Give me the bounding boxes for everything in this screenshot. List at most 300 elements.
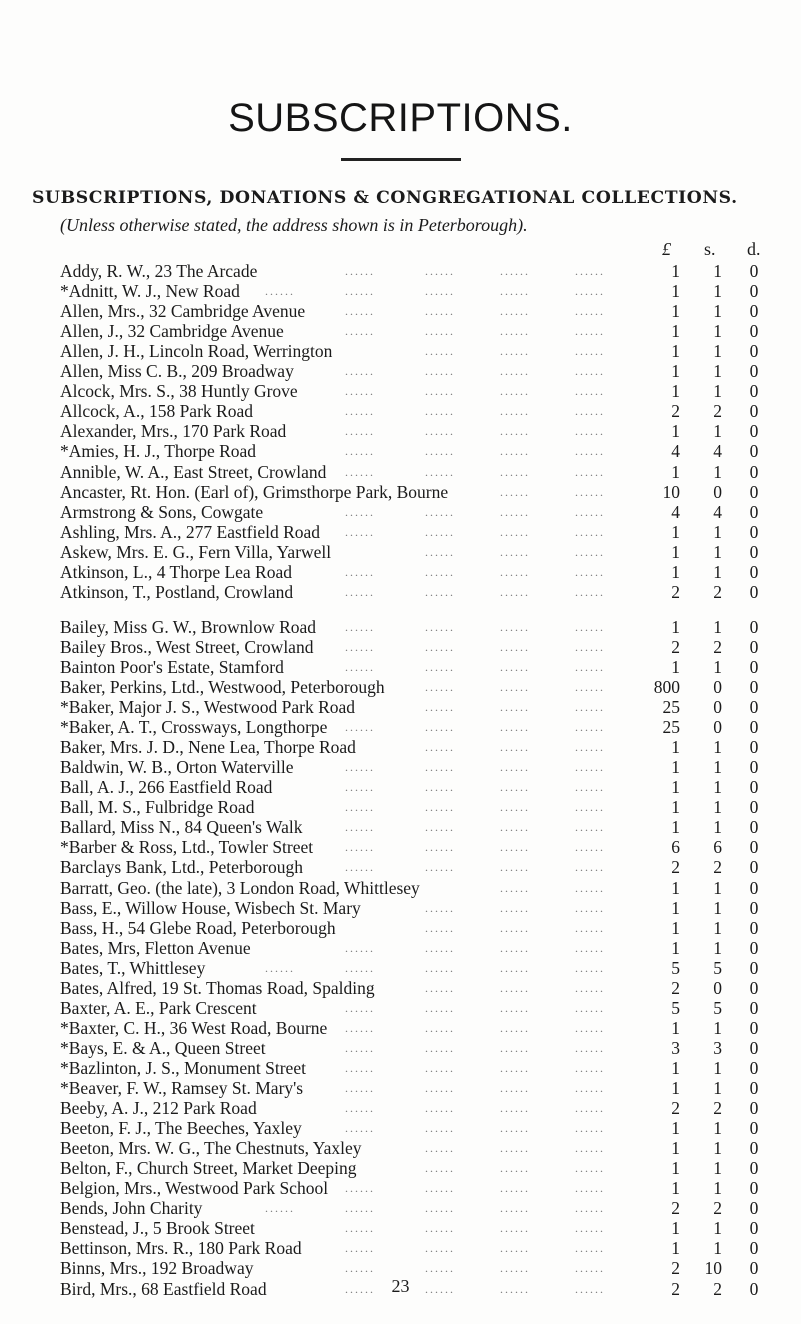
leader-dots: ...... [500, 304, 530, 318]
leader-dots: ...... [345, 465, 375, 479]
amount-shillings: 1 [713, 797, 722, 817]
subscription-row [0, 1139, 801, 1158]
amount-pounds: 1 [671, 341, 680, 361]
subscription-row [0, 999, 801, 1018]
subscription-row [0, 583, 801, 602]
amount-pence: 0 [749, 617, 759, 637]
amount-pounds: 4 [671, 441, 680, 461]
leader-dots: ...... [575, 384, 605, 398]
leader-dots: ...... [575, 901, 605, 915]
amount-pence: 0 [749, 321, 759, 341]
leader-dots: ...... [500, 1081, 530, 1095]
leader-dots: ...... [345, 640, 375, 654]
column-header-shillings: s. [704, 239, 716, 259]
leader-dots: ...... [425, 1282, 455, 1296]
leader-dots: ...... [500, 1282, 530, 1296]
leader-dots: ...... [500, 585, 530, 599]
leader-dots: ...... [575, 1261, 605, 1275]
amount-pounds: 1 [671, 261, 680, 281]
amount-pounds: 1 [671, 1218, 680, 1238]
leader-dots: ...... [425, 640, 455, 654]
subscription-row [0, 1019, 801, 1038]
subscription-row [0, 1059, 801, 1078]
amount-pounds: 10 [662, 482, 680, 502]
amount-pence: 0 [749, 878, 759, 898]
subscriber-name: Atkinson, L., 4 Thorpe Lea Road [60, 562, 292, 582]
leader-dots: ...... [345, 264, 375, 278]
leader-dots: ...... [345, 941, 375, 955]
subscription-row [0, 463, 801, 482]
leader-dots: ...... [575, 1161, 605, 1175]
leader-dots: ...... [500, 660, 530, 674]
leader-dots: ...... [425, 961, 455, 975]
leader-dots: ...... [425, 344, 455, 358]
amount-shillings: 0 [713, 978, 722, 998]
subscription-row [0, 1199, 801, 1218]
leader-dots: ...... [575, 921, 605, 935]
leader-dots: ...... [425, 424, 455, 438]
leader-dots: ...... [500, 284, 530, 298]
leader-dots: ...... [500, 840, 530, 854]
leader-dots: ...... [575, 485, 605, 499]
leader-dots: ...... [265, 1201, 295, 1215]
amount-pounds: 2 [671, 857, 680, 877]
amount-pounds: 1 [671, 1058, 680, 1078]
amount-pence: 0 [749, 1258, 759, 1278]
leader-dots: ...... [425, 1201, 455, 1215]
leader-dots: ...... [500, 1221, 530, 1235]
amount-shillings: 0 [713, 717, 722, 737]
leader-dots: ...... [500, 680, 530, 694]
leader-dots: ...... [575, 941, 605, 955]
amount-pounds: 2 [671, 978, 680, 998]
subscription-row [0, 798, 801, 817]
subscription-row [0, 778, 801, 797]
leader-dots: ...... [425, 1221, 455, 1235]
amount-shillings: 1 [713, 757, 722, 777]
amount-pounds: 1 [671, 562, 680, 582]
subscriber-name: Ball, A. J., 266 Eastfield Road [60, 777, 273, 797]
subscription-row [0, 738, 801, 757]
amount-pounds: 1 [671, 757, 680, 777]
column-header-pence: d. [747, 239, 761, 259]
leader-dots: ...... [345, 505, 375, 519]
leader-dots: ...... [345, 384, 375, 398]
amount-shillings: 1 [713, 1118, 722, 1138]
amount-shillings: 1 [713, 361, 722, 381]
leader-dots: ...... [500, 1161, 530, 1175]
subscription-row [0, 959, 801, 978]
leader-dots: ...... [500, 700, 530, 714]
amount-pounds: 6 [671, 837, 680, 857]
amount-pounds: 2 [671, 582, 680, 602]
amount-pounds: 25 [662, 697, 680, 717]
amount-pounds: 1 [671, 1018, 680, 1038]
leader-dots: ...... [575, 585, 605, 599]
amount-pounds: 800 [653, 677, 680, 697]
leader-dots: ...... [425, 284, 455, 298]
subscription-row [0, 939, 801, 958]
subscriber-name: Beeton, Mrs. W. G., The Chestnuts, Yaxley [60, 1138, 362, 1158]
leader-dots: ...... [575, 981, 605, 995]
leader-dots: ...... [500, 1021, 530, 1035]
leader-dots: ...... [425, 505, 455, 519]
leader-dots: ...... [345, 304, 375, 318]
leader-dots: ...... [425, 525, 455, 539]
amount-pounds: 2 [671, 401, 680, 421]
leader-dots: ...... [575, 1101, 605, 1115]
amount-pounds: 1 [671, 797, 680, 817]
subscriber-name: Annible, W. A., East Street, Crowland [60, 462, 327, 482]
subscription-row [0, 1239, 801, 1258]
leader-dots: ...... [345, 1101, 375, 1115]
leader-dots: ...... [425, 1181, 455, 1195]
leader-dots: ...... [425, 1081, 455, 1095]
amount-pence: 0 [749, 562, 759, 582]
leader-dots: ...... [425, 585, 455, 599]
subscriber-name: Allen, Mrs., 32 Cambridge Avenue [60, 301, 306, 321]
subscription-row [0, 718, 801, 737]
leader-dots: ...... [575, 840, 605, 854]
leader-dots: ...... [575, 264, 605, 278]
amount-shillings: 5 [713, 958, 722, 978]
amount-pounds: 1 [671, 918, 680, 938]
leader-dots: ...... [345, 860, 375, 874]
leader-dots: ...... [425, 1101, 455, 1115]
amount-shillings: 1 [713, 462, 722, 482]
leader-dots: ...... [500, 860, 530, 874]
subscription-row [0, 1159, 801, 1178]
leader-dots: ...... [500, 1181, 530, 1195]
leader-dots: ...... [575, 1081, 605, 1095]
amount-shillings: 1 [713, 562, 722, 582]
leader-dots: ...... [345, 284, 375, 298]
leader-dots: ...... [500, 620, 530, 634]
amount-shillings: 1 [713, 878, 722, 898]
leader-dots: ...... [425, 740, 455, 754]
amount-shillings: 2 [713, 582, 722, 602]
subscription-row [0, 838, 801, 857]
amount-pounds: 1 [671, 1078, 680, 1098]
leader-dots: ...... [575, 505, 605, 519]
amount-pence: 0 [749, 1218, 759, 1238]
subscriber-name: Benstead, J., 5 Brook Street [60, 1218, 255, 1238]
leader-dots: ...... [345, 1261, 375, 1275]
leader-dots: ...... [425, 660, 455, 674]
amount-pounds: 1 [671, 522, 680, 542]
leader-dots: ...... [575, 404, 605, 418]
amount-shillings: 1 [713, 617, 722, 637]
leader-dots: ...... [575, 760, 605, 774]
amount-shillings: 3 [713, 1038, 722, 1058]
amount-pence: 0 [749, 1078, 759, 1098]
subscriber-name: Addy, R. W., 23 The Arcade [60, 261, 258, 281]
amount-pounds: 1 [671, 1138, 680, 1158]
amount-pence: 0 [749, 261, 759, 281]
subscription-row [0, 618, 801, 637]
leader-dots: ...... [265, 284, 295, 298]
amount-pence: 0 [749, 1158, 759, 1178]
amount-pence: 0 [749, 857, 759, 877]
subscription-row [0, 658, 801, 677]
leader-dots: ...... [345, 720, 375, 734]
amount-shillings: 10 [704, 1258, 722, 1278]
leader-dots: ...... [500, 1061, 530, 1075]
leader-dots: ...... [500, 1121, 530, 1135]
amount-pounds: 1 [671, 421, 680, 441]
leader-dots: ...... [345, 1061, 375, 1075]
amount-pounds: 1 [671, 321, 680, 341]
amount-shillings: 1 [713, 1178, 722, 1198]
leader-dots: ...... [345, 1221, 375, 1235]
leader-dots: ...... [575, 525, 605, 539]
amount-pence: 0 [749, 998, 759, 1018]
amount-shillings: 1 [713, 657, 722, 677]
leader-dots: ...... [425, 620, 455, 634]
amount-shillings: 2 [713, 1279, 722, 1299]
leader-dots: ...... [425, 1021, 455, 1035]
amount-shillings: 2 [713, 857, 722, 877]
leader-dots: ...... [500, 1101, 530, 1115]
leader-dots: ...... [575, 304, 605, 318]
leader-dots: ...... [500, 404, 530, 418]
amount-shillings: 1 [713, 1058, 722, 1078]
amount-shillings: 1 [713, 321, 722, 341]
subscriber-name: Bates, Mrs, Fletton Avenue [60, 938, 251, 958]
amount-pounds: 1 [671, 817, 680, 837]
leader-dots: ...... [425, 760, 455, 774]
leader-dots: ...... [500, 961, 530, 975]
leader-dots: ...... [500, 384, 530, 398]
leader-dots: ...... [345, 424, 375, 438]
subscriber-name: Baker, Perkins, Ltd., Westwood, Peterborough [60, 677, 385, 697]
amount-pence: 0 [749, 777, 759, 797]
subscriber-name: *Barber & Ross, Ltd., Towler Street [60, 837, 314, 857]
leader-dots: ...... [575, 700, 605, 714]
subscription-row [0, 698, 801, 717]
leader-dots: ...... [425, 304, 455, 318]
amount-pence: 0 [749, 421, 759, 441]
leader-dots: ...... [500, 1041, 530, 1055]
amount-shillings: 0 [713, 697, 722, 717]
leader-dots: ...... [500, 760, 530, 774]
amount-shillings: 4 [713, 502, 722, 522]
leader-dots: ...... [500, 881, 530, 895]
amount-shillings: 1 [713, 1218, 722, 1238]
subscription-row [0, 1079, 801, 1098]
subscriber-name: Baldwin, W. B., Orton Waterville [60, 757, 294, 777]
amount-pounds: 1 [671, 361, 680, 381]
amount-pence: 0 [749, 757, 759, 777]
amount-shillings: 2 [713, 401, 722, 421]
amount-pence: 0 [749, 482, 759, 502]
amount-pence: 0 [749, 281, 759, 301]
leader-dots: ...... [575, 1221, 605, 1235]
subscription-row [0, 638, 801, 657]
subscriber-name: Allen, J., 32 Cambridge Avenue [60, 321, 284, 341]
amount-pence: 0 [749, 918, 759, 938]
amount-pence: 0 [749, 1018, 759, 1038]
subscription-row [0, 563, 801, 582]
title-divider [341, 158, 461, 161]
amount-pounds: 1 [671, 1118, 680, 1138]
subscriber-name: *Beaver, F. W., Ramsey St. Mary's [60, 1078, 304, 1098]
subscriber-name: Bettinson, Mrs. R., 180 Park Road [60, 1238, 302, 1258]
subscriber-name: Atkinson, T., Postland, Crowland [60, 582, 294, 602]
amount-pence: 0 [749, 1138, 759, 1158]
subscription-row [0, 402, 801, 421]
amount-pence: 0 [749, 582, 759, 602]
amount-pounds: 1 [671, 657, 680, 677]
amount-shillings: 5 [713, 998, 722, 1018]
amount-shillings: 1 [713, 918, 722, 938]
leader-dots: ...... [575, 1241, 605, 1255]
amount-shillings: 1 [713, 898, 722, 918]
leader-dots: ...... [500, 1001, 530, 1015]
amount-pounds: 5 [671, 998, 680, 1018]
subscription-row [0, 678, 801, 697]
amount-pence: 0 [749, 978, 759, 998]
subscription-row [0, 543, 801, 562]
subscriber-name: *Bays, E. & A., Queen Street [60, 1038, 266, 1058]
leader-dots: ...... [500, 941, 530, 955]
leader-dots: ...... [345, 585, 375, 599]
subscription-row [0, 282, 801, 301]
leader-dots: ...... [345, 1282, 375, 1296]
leader-dots: ...... [425, 404, 455, 418]
leader-dots: ...... [425, 680, 455, 694]
amount-shillings: 1 [713, 421, 722, 441]
subscriber-name: Belton, F., Church Street, Market Deeping [60, 1158, 357, 1178]
subscription-row [0, 1119, 801, 1138]
leader-dots: ...... [425, 901, 455, 915]
leader-dots: ...... [500, 901, 530, 915]
subscription-row [0, 818, 801, 837]
amount-pounds: 1 [671, 1238, 680, 1258]
amount-pence: 0 [749, 717, 759, 737]
subscriber-name: Alexander, Mrs., 170 Park Road [60, 421, 287, 441]
subscriber-name: Bass, E., Willow House, Wisbech St. Mary [60, 898, 361, 918]
amount-shillings: 1 [713, 542, 722, 562]
leader-dots: ...... [575, 1121, 605, 1135]
amount-shillings: 2 [713, 1098, 722, 1118]
subscription-row [0, 899, 801, 918]
subscriber-name: *Baker, A. T., Crossways, Longthorpe [60, 717, 328, 737]
amount-pence: 0 [749, 341, 759, 361]
subscription-row [0, 503, 801, 522]
subscriber-name: Allen, J. H., Lincoln Road, Werrington [60, 341, 333, 361]
amount-pence: 0 [749, 837, 759, 857]
subscription-row [0, 758, 801, 777]
leader-dots: ...... [575, 1201, 605, 1215]
amount-pence: 0 [749, 697, 759, 717]
leader-dots: ...... [575, 660, 605, 674]
amount-pounds: 1 [671, 777, 680, 797]
leader-dots: ...... [425, 384, 455, 398]
leader-dots: ...... [575, 1282, 605, 1296]
leader-dots: ...... [345, 565, 375, 579]
leader-dots: ...... [345, 961, 375, 975]
subscriber-name: Allcock, A., 158 Park Road [60, 401, 253, 421]
subscriber-name: *Adnitt, W. J., New Road [60, 281, 240, 301]
leader-dots: ...... [575, 364, 605, 378]
leader-dots: ...... [425, 1041, 455, 1055]
subscription-row [0, 362, 801, 381]
amount-pounds: 2 [671, 1198, 680, 1218]
subscription-row [0, 483, 801, 502]
amount-pence: 0 [749, 1098, 759, 1118]
leader-dots: ...... [575, 1041, 605, 1055]
leader-dots: ...... [575, 780, 605, 794]
leader-dots: ...... [345, 1041, 375, 1055]
amount-shillings: 6 [713, 837, 722, 857]
amount-pence: 0 [749, 1238, 759, 1258]
leader-dots: ...... [425, 941, 455, 955]
leader-dots: ...... [500, 264, 530, 278]
amount-shillings: 1 [713, 777, 722, 797]
subscription-row [0, 879, 801, 898]
amount-pence: 0 [749, 938, 759, 958]
leader-dots: ...... [425, 264, 455, 278]
amount-shillings: 1 [713, 737, 722, 757]
leader-dots: ...... [575, 1141, 605, 1155]
leader-dots: ...... [345, 820, 375, 834]
amount-pounds: 2 [671, 1098, 680, 1118]
leader-dots: ...... [425, 1161, 455, 1175]
leader-dots: ...... [425, 1061, 455, 1075]
subscriber-name: Beeby, A. J., 212 Park Road [60, 1098, 257, 1118]
amount-pence: 0 [749, 1178, 759, 1198]
leader-dots: ...... [500, 981, 530, 995]
subscriber-name: Bainton Poor's Estate, Stamford [60, 657, 284, 677]
leader-dots: ...... [345, 1001, 375, 1015]
leader-dots: ...... [345, 760, 375, 774]
leader-dots: ...... [575, 284, 605, 298]
amount-shillings: 1 [713, 381, 722, 401]
leader-dots: ...... [575, 820, 605, 834]
leader-dots: ...... [345, 364, 375, 378]
leader-dots: ...... [345, 1241, 375, 1255]
amount-pence: 0 [749, 301, 759, 321]
leader-dots: ...... [345, 620, 375, 634]
leader-dots: ...... [425, 820, 455, 834]
amount-shillings: 1 [713, 301, 722, 321]
subscription-row [0, 262, 801, 281]
subscription-row [0, 422, 801, 441]
amount-pounds: 5 [671, 958, 680, 978]
subscription-row [0, 442, 801, 461]
subscriber-name: Bates, T., Whittlesey [60, 958, 206, 978]
leader-dots: ...... [575, 1181, 605, 1195]
leader-dots: ...... [500, 505, 530, 519]
subscription-row [0, 342, 801, 361]
amount-pounds: 25 [662, 717, 680, 737]
subscriber-name: Bailey Bros., West Street, Crowland [60, 637, 314, 657]
subscriber-name: Alcock, Mrs. S., 38 Huntly Grove [60, 381, 298, 401]
leader-dots: ...... [575, 545, 605, 559]
amount-pence: 0 [749, 1198, 759, 1218]
subscriber-name: Beeton, F. J., The Beeches, Yaxley [60, 1118, 302, 1138]
amount-shillings: 1 [713, 1158, 722, 1178]
subscriber-name: Allen, Miss C. B., 209 Broadway [60, 361, 294, 381]
leader-dots: ...... [425, 981, 455, 995]
leader-dots: ...... [500, 720, 530, 734]
leader-dots: ...... [425, 1121, 455, 1135]
leader-dots: ...... [500, 820, 530, 834]
amount-pence: 0 [749, 637, 759, 657]
leader-dots: ...... [500, 1241, 530, 1255]
subscription-row [0, 302, 801, 321]
